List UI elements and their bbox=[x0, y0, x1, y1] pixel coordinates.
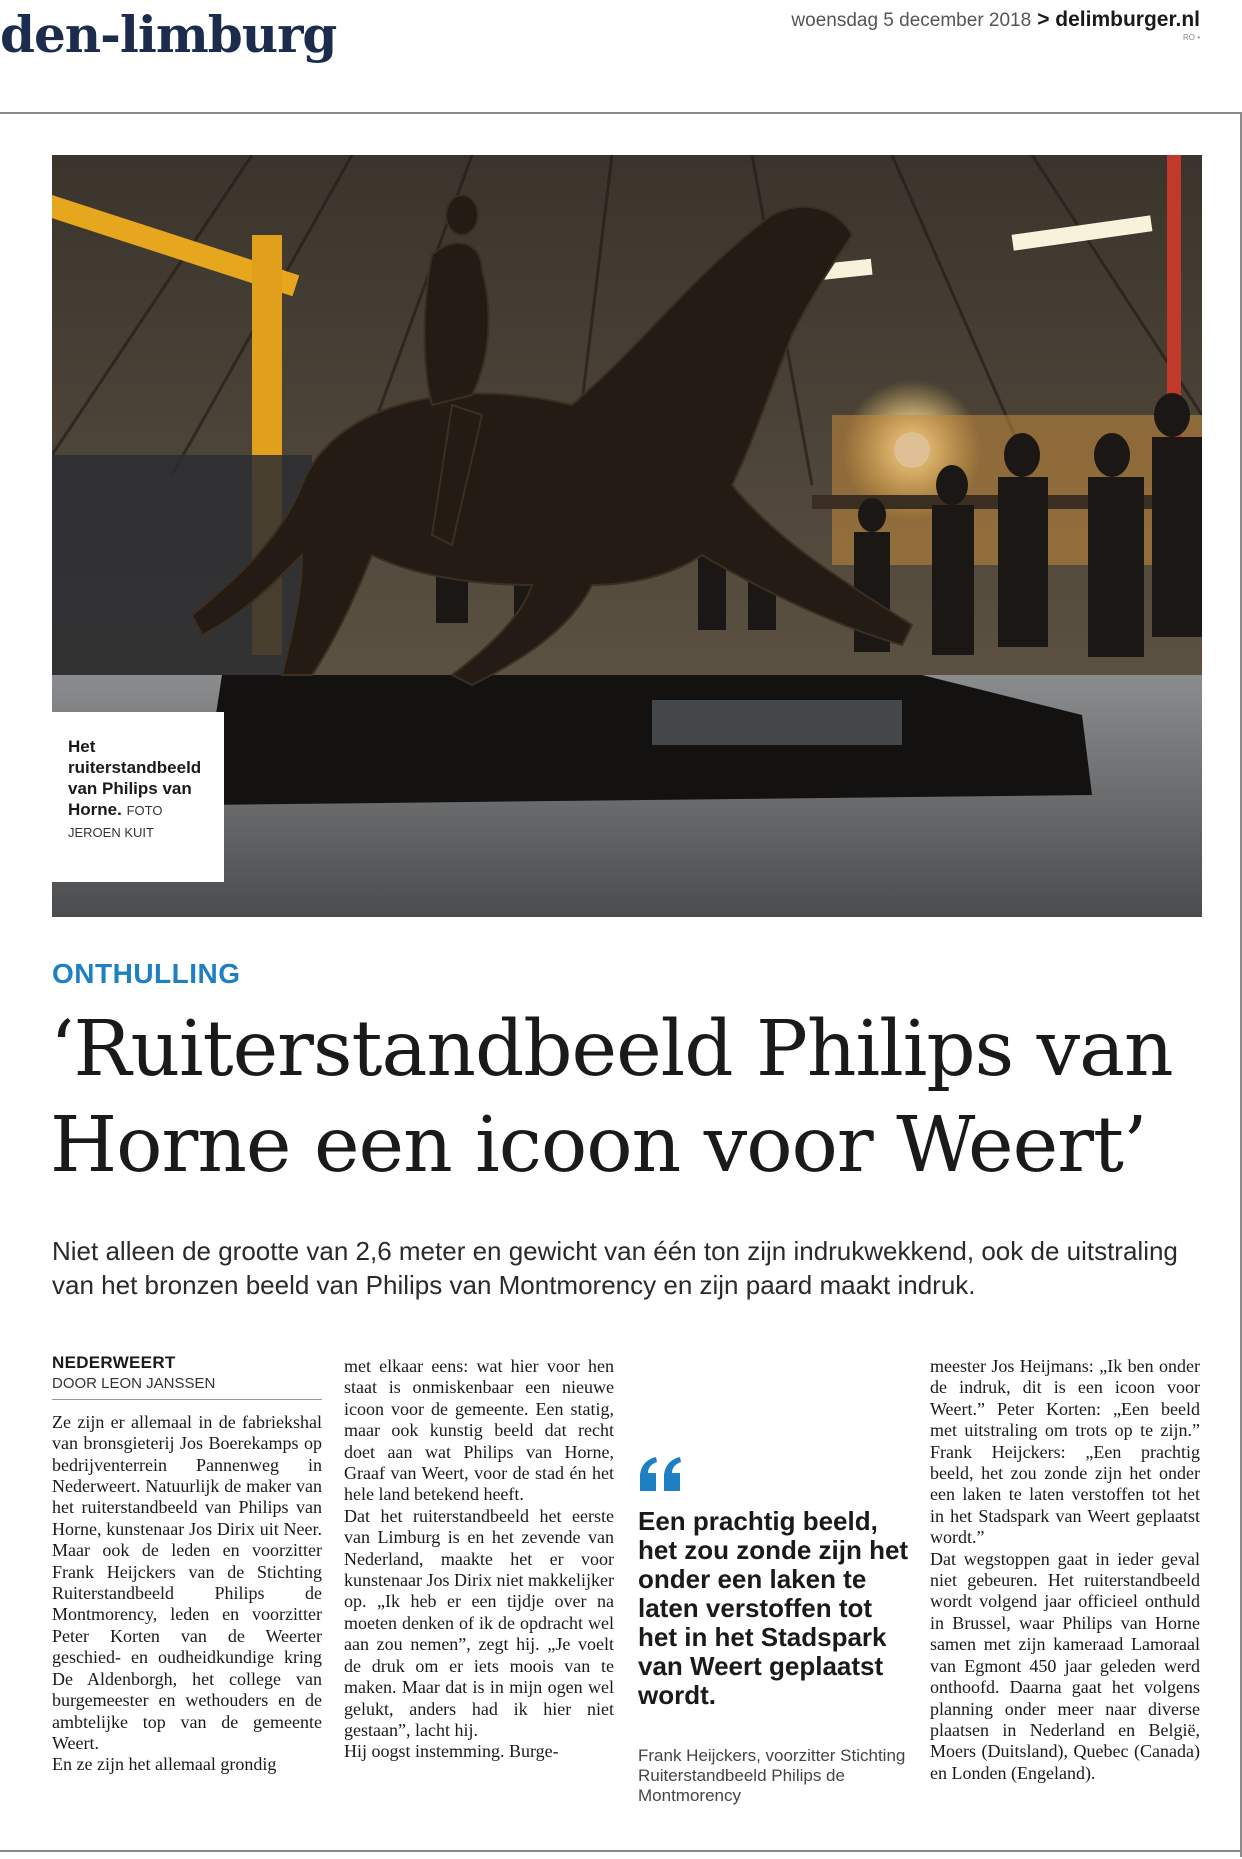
body-paragraph: Hij oogst instemming. Burge- bbox=[344, 1741, 559, 1762]
column-4 bbox=[930, 1356, 1200, 1784]
photo-caption bbox=[52, 712, 224, 882]
headline-line-1: ‘Ruiterstandbeeld Philips van bbox=[50, 1005, 1173, 1094]
section-title: den-limburg bbox=[0, 5, 337, 64]
edition-code: RO • bbox=[1182, 33, 1200, 42]
site-link[interactable]: > delimburger.nl bbox=[1037, 8, 1200, 31]
publication-date: woensdag 5 december 2018 bbox=[791, 10, 1032, 31]
caption-text: Het ruiterstandbeeld van Philips van Horne. bbox=[68, 737, 202, 819]
body-paragraph: En ze zijn het allemaal grondig bbox=[52, 1754, 277, 1775]
caption-credit-label: FOTO bbox=[126, 803, 163, 818]
pull-quote bbox=[638, 1455, 918, 1806]
pull-quote-text: Een prachtig beeld, het zou zonde zijn het onder een laken te laten verstoffen tot het in het Stadspark van Weert geplaatst wordt. bbox=[638, 1506, 909, 1710]
body-paragraph: Dat wegstoppen gaat in ieder geval niet gebeuren. Het ruiterstandbeeld wordt volgend jaar officieel onthuld in Brussel, waar Philips van Horne samen met zijn kameraad Lamoraal van Egmont 450 jaar geleden werd onthoofd. Daarna gaat het volgens planning onder meer naar diverse plaatsen in Nederland en België, Moers (Duitsland), Quebec (Canada) en Londen (Engeland). bbox=[930, 1548, 1200, 1783]
masthead-meta bbox=[791, 8, 1200, 42]
column-1 bbox=[52, 1352, 322, 1776]
headline-line-2: Horne een icoon voor Weert’ bbox=[50, 1101, 1147, 1190]
article-photo bbox=[52, 155, 1202, 917]
column-2 bbox=[344, 1356, 614, 1763]
dateline: NEDERWEERT bbox=[52, 1353, 176, 1372]
caption-credit-name: JEROEN KUIT bbox=[68, 825, 154, 840]
body-paragraph: Dat het ruiterstandbeeld het eerste van Limburg is en het zevende van Nederland, maakte het er voor kunstenaar Jos Dirix niet makkelijker op. „Ik heb er een tijdje over na moeten denken of ik de opdracht wel aan zou nemen”, zegt hij. „Je voelt de druk om er iets moois van te maken. Maar dat is in mijn ogen wel gelukt, anders had ik hier niet gestaan”, lacht hij. bbox=[344, 1505, 614, 1740]
pull-quote-attribution: Frank Heijckers, voorzitter Stichting Ruiterstandbeeld Philips de Montmorency bbox=[638, 1746, 906, 1805]
intro-paragraph: Niet alleen de grootte van 2,6 meter en gewicht van één ton zijn indrukwekkend, ook de uitstraling van het bronzen beeld van Philips van Montmorency en zijn paard maakt indruk. bbox=[52, 1236, 1178, 1300]
body-paragraph: Ze zijn er allemaal in de fabriekshal van bronsgieterij Jos Boerekamps op bedrijventerrein Pannenweg in Nederweert. Natuurlijk de maker van het ruiterstandbeeld van Philips van Horne, kunstenaar Jos Dirix uit Neer. Maar ook de leden en voorzitter Frank Heijckers van de Stichting Ruiterstandbeeld Philips de Montmorency, leden en voorzitter Peter Korten van de Weerter geschied- en oudheidkundige kring De Aldenborgh, het college van burgemeester en wethouders en de ambtelijke top van de gemeente Weert. bbox=[52, 1411, 322, 1753]
bottom-rule bbox=[0, 1850, 1242, 1852]
body-paragraph: met elkaar eens: wat hier voor hen staat is onmiskenbaar een nieuwe icoon voor de gemeente. Een statig, maar ook kunstig beeld dat recht doet aan wat Philips van Horne, Graaf van Weert, voor de stad én het hele land betekend heeft. bbox=[344, 1356, 614, 1505]
statue-photo-illustration bbox=[52, 155, 1202, 917]
byline: DOOR LEON JANSSEN bbox=[52, 1373, 322, 1399]
quote-mark-icon bbox=[638, 1455, 684, 1495]
body-paragraph: meester Jos Heijmans: „Ik ben onder de indruk, dit is een icoon voor Weert.” Peter Korten: „Een beeld met uitstraling om trots op te zijn.” Frank Heijckers: „Een prachtig beeld, het zou zonde zijn het onder een laken te laten verstoffen tot het in het Stadspark van Weert geplaatst wordt.” bbox=[930, 1356, 1200, 1548]
top-rule bbox=[0, 112, 1242, 114]
headline bbox=[50, 1002, 1230, 1194]
kicker: ONTHULLING bbox=[52, 958, 241, 989]
